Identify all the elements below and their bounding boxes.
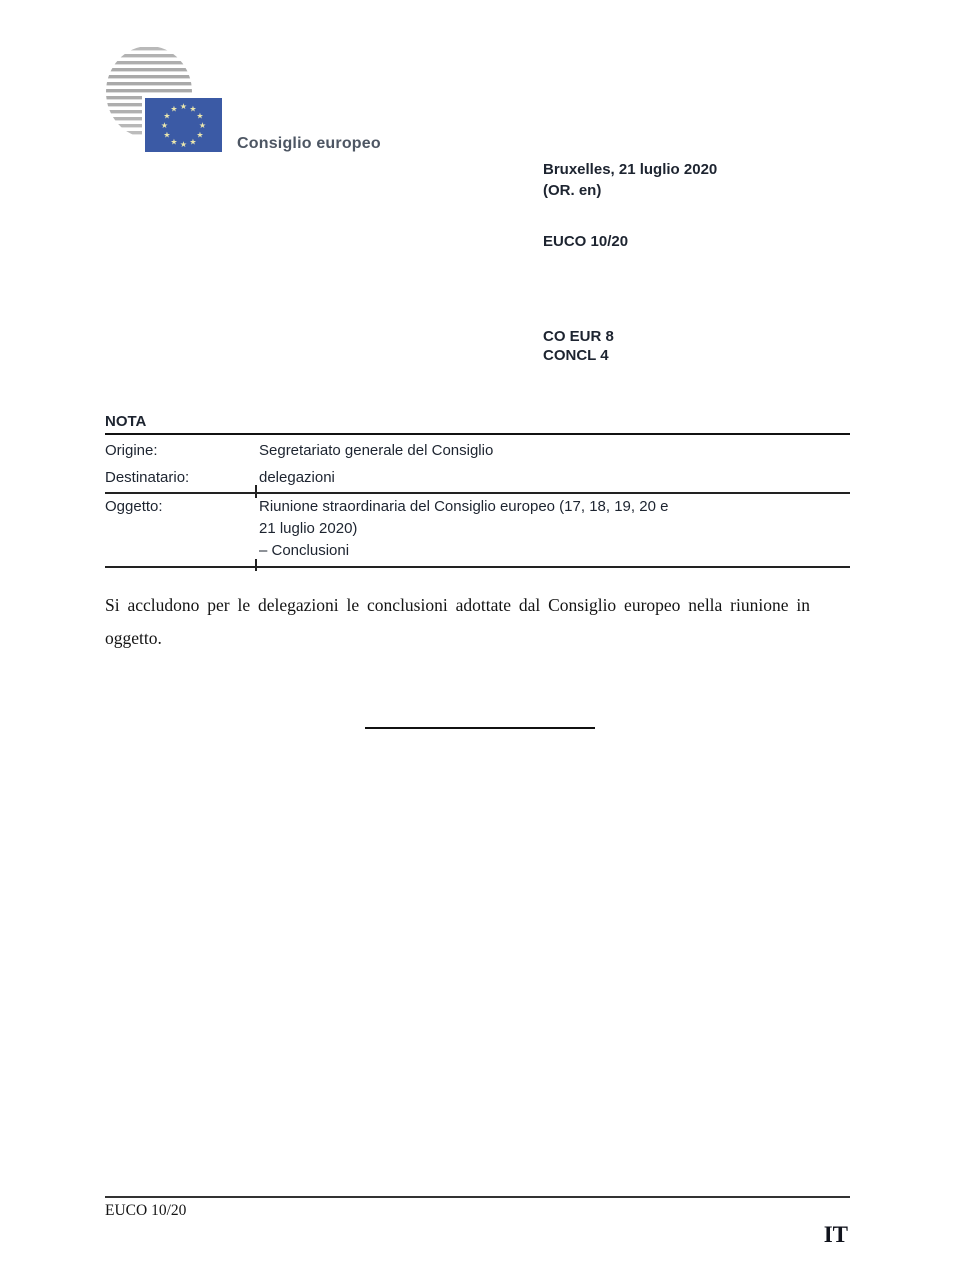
row-value: delegazioni [259,469,335,486]
document-number: EUCO 10/20 [543,233,629,250]
row-label: Destinatario: [105,469,190,486]
body-paragraph: Si accludono per le delegazioni le conclusioni adottate dal Consiglio europeo nella riunione in oggetto. [105,595,810,648]
table-rule-top [105,433,850,435]
table-row [105,442,493,459]
row-value-continued: 21 luglio 2020) [259,520,358,537]
column-divider-tick [255,559,257,571]
table-rule-middle [105,492,850,494]
svg-text:★: ★ [179,102,188,111]
svg-text:★: ★ [189,104,197,114]
row-value: Segretariato generale del Consiglio [259,442,494,459]
svg-text:★: ★ [196,130,204,140]
svg-text:★: ★ [198,121,207,130]
table-rule-bottom [105,566,850,568]
document-code-1: CO EUR 8 [543,328,614,345]
place-date: Bruxelles, 21 luglio 2020 [543,161,718,178]
document-code-2: CONCL 4 [543,347,609,364]
eu-flag-icon [142,95,225,160]
nota-table [105,413,850,573]
svg-text:★: ★ [179,140,188,149]
footer-doc-number: EUCO 10/20 [105,1202,187,1219]
institution-name: Consiglio europeo [237,135,381,152]
nota-title: NOTA [105,413,147,430]
footer-rule [105,1196,850,1198]
section-divider [365,727,595,729]
svg-text:★: ★ [170,137,178,147]
svg-text:★: ★ [163,130,171,140]
row-value: Riunione straordinaria del Consiglio europeo (17, 18, 19, 20 e [259,498,669,515]
original-language: (OR. en) [543,182,602,199]
svg-text:★: ★ [196,111,204,121]
table-row [105,498,668,515]
row-value-sub: – Conclusioni [259,542,350,559]
table-row [105,469,335,486]
svg-text:★: ★ [189,137,197,147]
svg-text:★: ★ [160,121,169,130]
footer-language-code: IT [823,1222,848,1247]
svg-text:★: ★ [170,104,178,114]
row-label: Oggetto: [105,498,163,515]
column-divider-tick [255,485,257,498]
row-label: Origine: [105,442,158,459]
svg-text:★: ★ [163,111,171,121]
